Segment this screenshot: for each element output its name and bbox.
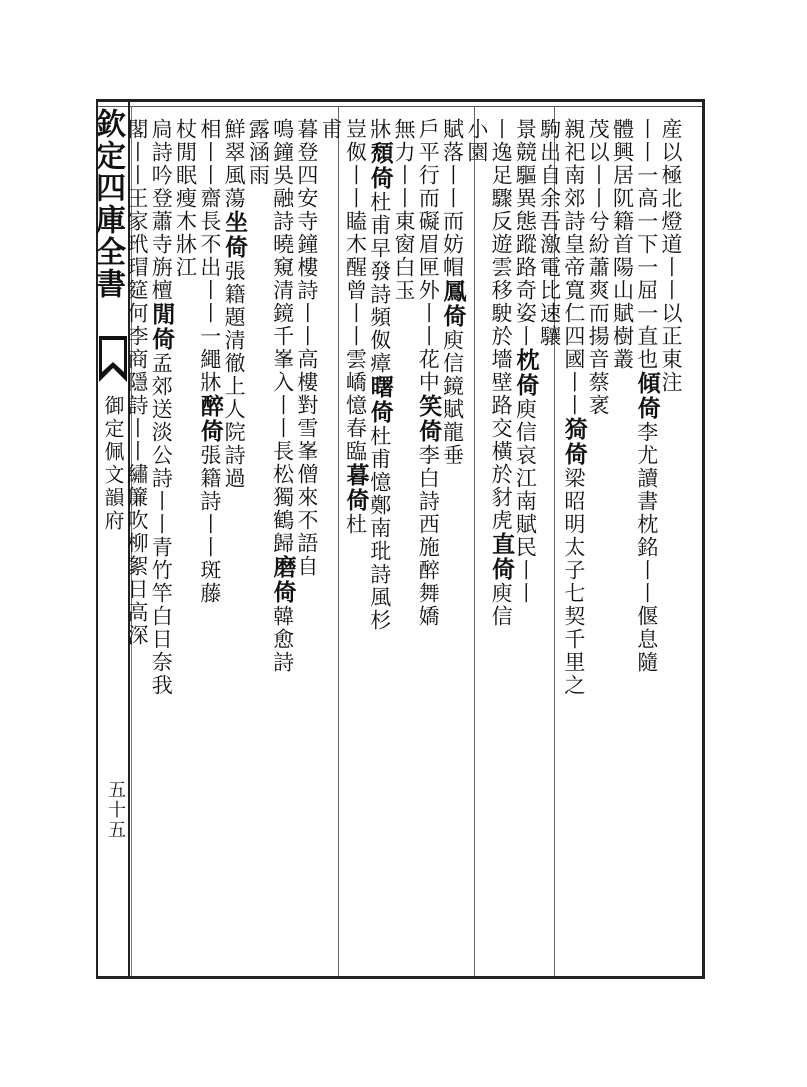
text-segment: 親祀南郊詩皇帝寬仁四國丨丨 bbox=[561, 118, 586, 417]
text-column bbox=[342, 118, 370, 968]
frame-top-border bbox=[96, 99, 704, 102]
text-column bbox=[659, 118, 683, 968]
headword: 暮倚 bbox=[342, 463, 370, 513]
frame-right-border bbox=[702, 99, 705, 979]
text-segment: 李白詩西施醉舞嬌 bbox=[416, 444, 441, 628]
text-column bbox=[562, 118, 586, 968]
text-segment: 李尤讀書枕銘丨丨偃息隨 bbox=[634, 421, 659, 674]
headword: 笑倚 bbox=[415, 394, 443, 444]
text-segment: 閣丨丨王家玳瑁筵 bbox=[125, 118, 149, 302]
text-segment: 過 bbox=[222, 467, 247, 490]
text-segment: 庾信 bbox=[489, 582, 514, 628]
text-segment: 齋長不出丨丨一繩牀 bbox=[197, 187, 222, 394]
volume-title: 御定佩文韻府 bbox=[101, 395, 125, 533]
text-segment: 扃詩吟登蕭寺旃檀 bbox=[149, 118, 174, 302]
frame-bottom-border bbox=[96, 976, 704, 979]
text-column bbox=[221, 118, 249, 968]
text-column bbox=[174, 118, 198, 968]
text-column bbox=[488, 118, 516, 968]
text-segment: 露涵雨 bbox=[246, 118, 271, 187]
text-segment: 丨逸足驟反遊雲移駛 bbox=[489, 118, 514, 325]
text-segment: 杜甫憶鄭南玭詩風杉 bbox=[367, 425, 392, 632]
text-segment: 曾丨丨雲嶠憶春臨 bbox=[343, 279, 368, 463]
text-column bbox=[441, 118, 465, 968]
text-column bbox=[271, 118, 295, 968]
text-column bbox=[198, 118, 222, 968]
text-segment: 丨丨一高一下一屈一直也 bbox=[634, 118, 659, 371]
text-column bbox=[635, 118, 659, 968]
text-column bbox=[246, 118, 270, 968]
text-segment: 鳴鐘吳融詩曉窺清鏡千峯入丨丨長松獨鶴歸 bbox=[270, 118, 295, 555]
frame-top-inner-border bbox=[96, 106, 704, 107]
headword: 鳳倚 bbox=[439, 279, 467, 329]
text-segment: 牀 bbox=[367, 118, 392, 141]
text-segment: 鮮翠風蕩 bbox=[222, 118, 247, 210]
text-column bbox=[148, 118, 176, 968]
text-column bbox=[586, 118, 610, 968]
headword: 坐倚 bbox=[221, 210, 249, 260]
text-segment: 相丨丨 bbox=[197, 118, 222, 187]
text-segment: 産以極北燈道丨丨以正東注 bbox=[659, 118, 683, 394]
text-segment: 梁昭明太子七契千里之 bbox=[561, 467, 586, 697]
text-column bbox=[295, 118, 319, 968]
text-column bbox=[465, 118, 489, 968]
text-segment: 韓愈詩 bbox=[270, 605, 295, 674]
text-segment: 於墻壁路交橫於豺虎 bbox=[489, 325, 514, 532]
text-column bbox=[538, 118, 562, 968]
headword: 閒倚 bbox=[148, 302, 176, 352]
headword: 猗倚 bbox=[560, 417, 588, 467]
text-segment: 杜 bbox=[343, 513, 368, 536]
text-segment: 杖閒眠瘦木牀江 bbox=[173, 118, 198, 279]
page-number: 五十五 bbox=[105, 780, 126, 840]
text-segment: 甫 bbox=[319, 118, 344, 141]
text-column bbox=[368, 118, 392, 968]
text-column bbox=[319, 118, 343, 968]
text-column bbox=[415, 118, 443, 968]
headword: 頹倚 bbox=[366, 141, 394, 191]
text-column bbox=[392, 118, 416, 968]
headword: 醉倚 bbox=[196, 394, 224, 444]
book-title: 欽定四庫全書 bbox=[90, 108, 125, 300]
text-segment: 景競驅異態蹤路奇姿丨 bbox=[513, 118, 538, 348]
text-column bbox=[512, 118, 540, 968]
text-segment: 匣外丨丨花中 bbox=[416, 256, 441, 394]
text-segment: 張籍詩丨丨斑藤 bbox=[197, 444, 222, 605]
headword: 枕倚 bbox=[512, 348, 540, 398]
text-segment: 豈伮丨丨瞌木醒 bbox=[343, 118, 368, 279]
text-segment: 庾信哀江南賦民丨丨 bbox=[513, 398, 538, 605]
headword: 傾倚 bbox=[633, 371, 661, 421]
text-segment: 小園 bbox=[464, 118, 489, 164]
text-segment: 張籍題清徹上人院詩 bbox=[222, 260, 247, 467]
text-segment: 賦落丨丨而妨帽 bbox=[440, 118, 465, 279]
text-segment: 暮登四安寺鐘樓詩丨丨高樓對雪峯僧來不語自 bbox=[294, 118, 319, 578]
text-segment: 茂以丨丨兮紛蕭爽而揚音蔡衺 bbox=[586, 118, 611, 417]
text-segment: 駒出自余吾激電比速驤 bbox=[537, 118, 562, 348]
text-segment: 無力丨丨東窗白玉 bbox=[392, 118, 416, 302]
headword: 磨倚 bbox=[269, 555, 297, 605]
text-column bbox=[125, 118, 149, 968]
headword: 曙倚 bbox=[366, 375, 394, 425]
text-column bbox=[610, 118, 634, 968]
text-segment: 杜甫早發詩頻伮瘴 bbox=[367, 191, 392, 375]
fish-tail-ornament-icon bbox=[99, 336, 127, 382]
text-segment: 何李商隱詩丨丨繡簾吹柳絮日高深 bbox=[125, 302, 149, 647]
headword: 直倚 bbox=[488, 532, 516, 582]
text-segment: 戶平行而礙眉 bbox=[416, 118, 441, 256]
text-segment: 體興居阢籍首陽山賦樹叢 bbox=[610, 118, 635, 371]
text-segment: 孟郊送淡公詩丨丨青竹竿白日奈我 bbox=[149, 352, 174, 697]
text-segment: 庾信鏡賦龍垂 bbox=[440, 329, 465, 467]
